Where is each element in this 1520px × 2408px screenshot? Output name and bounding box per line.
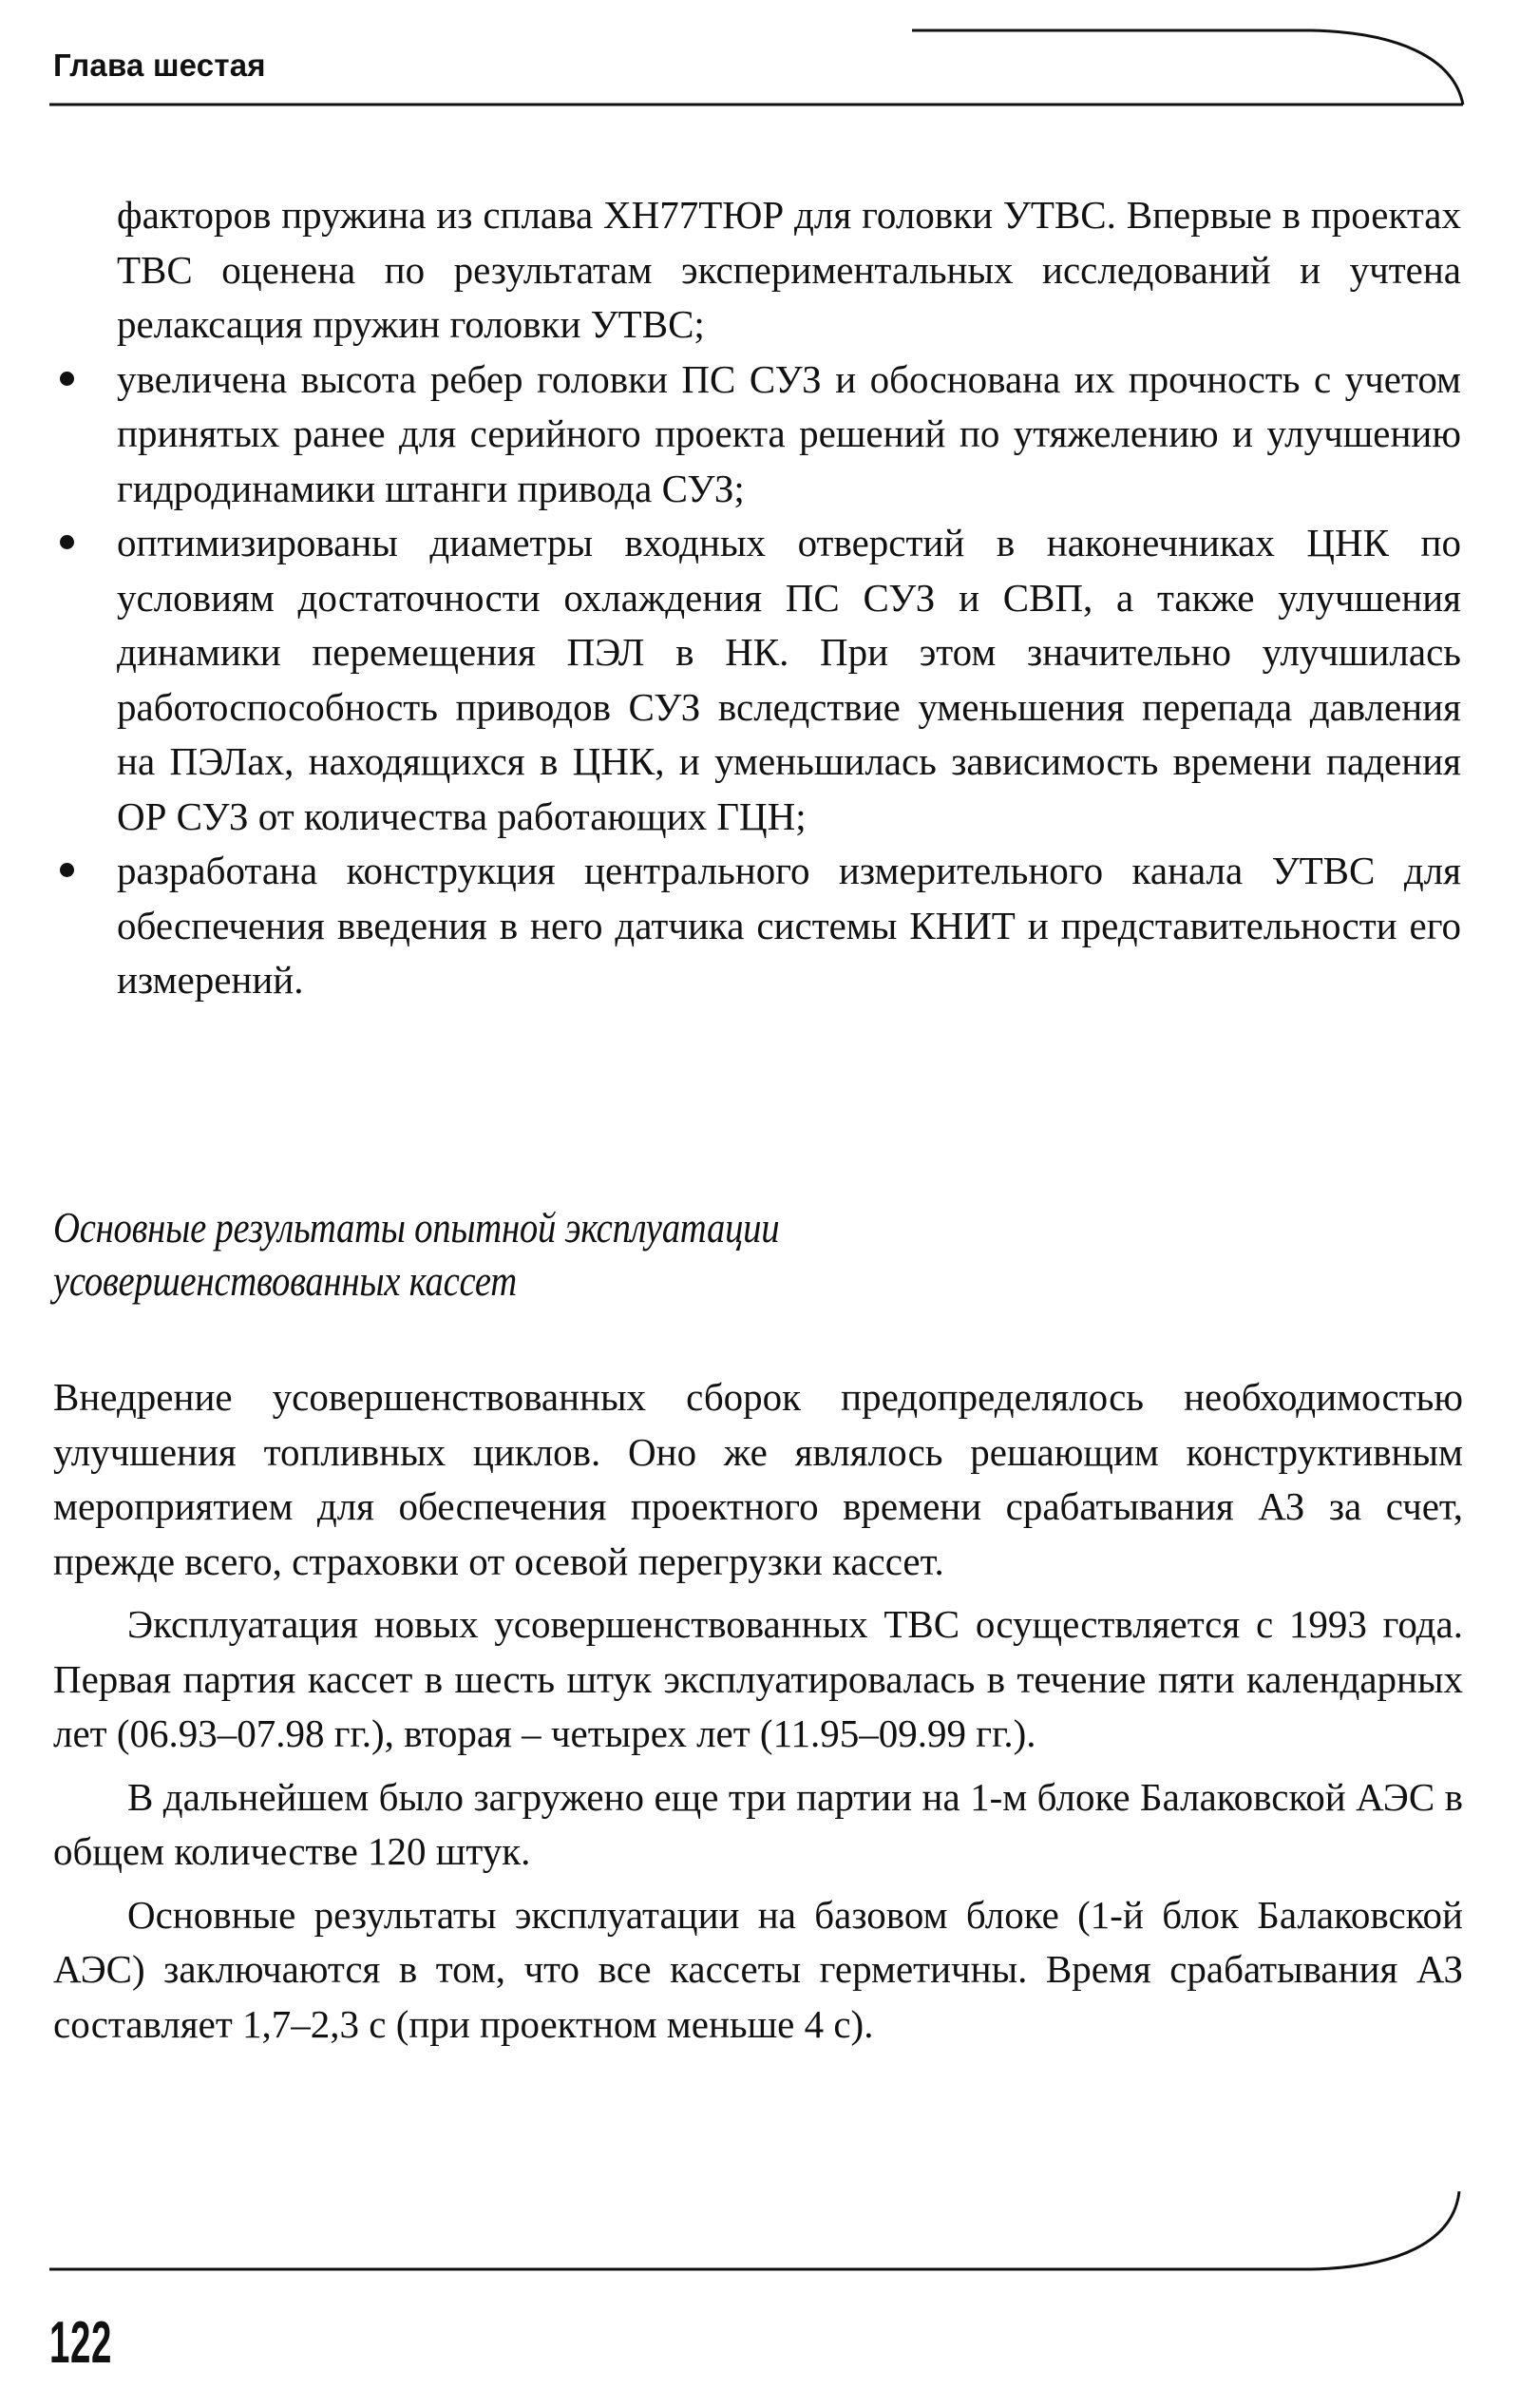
section-heading-line: усовершенствованных кассет [53, 1257, 518, 1305]
bullet-icon [60, 372, 74, 386]
list-item [55, 844, 1461, 1008]
bullet-icon [60, 863, 74, 877]
list-item [55, 188, 1461, 353]
list-item [55, 353, 1461, 517]
paragraph: Эксплуатация новых усовершенствованных ТВС осуществляется с 1993 года. Первая партия кассет в шесть штук эксплуатировалась в течение пяти календарных лет (06.93–07.98 гг.), вторая – четырех лет (11.95–09.99 гг.). [53, 1602, 1463, 1755]
list-item-text: разработана конструкция центрального измерительного канала УТВС для обеспечения введения в него датчика системы КНИТ и представительности его измерений. [117, 849, 1461, 1002]
bullet-list [55, 188, 1461, 1008]
header-rule [0, 0, 1520, 133]
paragraph: Основные результаты эксплуатации на базовом блоке (1-й блок Балаковской АЭС) заключаются в том, что все кассеты герметичны. Время срабатывания АЗ составляет 1,7–2,3 с (при проектном меньше 4 с). [53, 1892, 1463, 2046]
list-item-text: факторов пружина из сплава ХН77ТЮР для головки УТВС. Впервые в проектах ТВС оценена по результатам экспериментальных исследований и учтена релаксация пружин головки УТВС; [117, 193, 1461, 346]
body-text [53, 1370, 1463, 2060]
paragraph: Внедрение усовершенствованных сборок предопределялось необходимостью улучшения топливных циклов. Оно же являлось решающим конструктивным мероприятием для обеспечения проектного времени срабатывания АЗ за счет, прежде всего, страховки от осевой перегрузки кассет. [53, 1375, 1463, 1583]
section-heading [53, 1201, 1263, 1308]
list-item [55, 516, 1461, 844]
section-heading-line: Основные результаты опытной эксплуатации [53, 1204, 780, 1252]
paragraph: В дальнейшем было загружено еще три партии на 1-м блоке Балаковской АЭС в общем количестве 120 штук. [53, 1774, 1463, 1873]
running-header: Глава шестая [53, 48, 266, 83]
page-number: 122 [49, 2310, 113, 2376]
list-item-text: оптимизированы диаметры входных отверстий в наконечниках ЦНК по условиям достаточности охлаждения ПС СУЗ и СВП, а также улучшения динамики перемещения ПЭЛ в НК. При этом значительно улучшилась работоспособность приводов СУЗ вследствие уменьшения перепада давления на ПЭЛах, находящихся в ЦНК, и уменьшилась зависимость времени падения ОР СУЗ от количества работающих ГЦН; [117, 521, 1461, 838]
list-item-text: увеличена высота ребер головки ПС СУЗ и обоснована их прочность с учетом принятых ранее для серийного проекта решений по утяжелению и улучшению гидродинамики штанги привода СУЗ; [117, 356, 1461, 510]
footer-rule [0, 2186, 1520, 2300]
bullet-icon [60, 535, 74, 549]
